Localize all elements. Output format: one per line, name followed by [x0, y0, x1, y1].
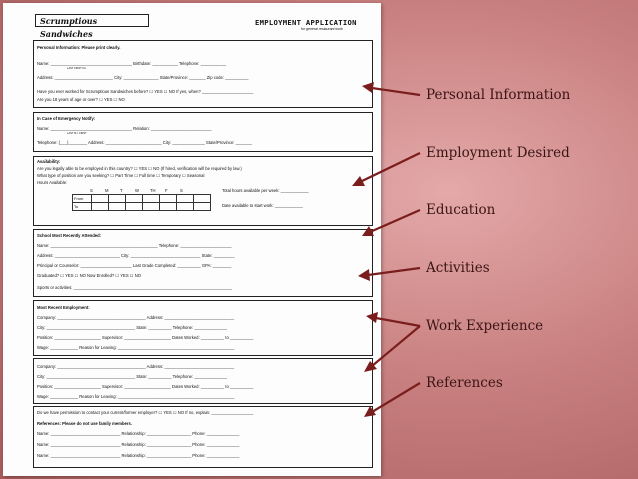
annotation-personal-information: Personal Information — [426, 87, 571, 103]
personal-worked-before-line: Have you ever worked for Scrumptious Sandwiches before? ☐ YES ☐ NO If yes, when? ______________________ — [37, 89, 254, 94]
school-header: School Most Recently Attended: — [37, 233, 102, 238]
reference-row: Name: ______________________________ Relationship: ___________________ Phone: ______________ — [37, 453, 240, 458]
availability-total-hours: Total hours available per week: ____________ — [222, 188, 309, 193]
school-address-line: Address: ____________________________ City: ______________________________ State: _________ — [37, 253, 235, 258]
day-label: TH — [150, 188, 156, 193]
personal-name-line: Name: ___________________________________ Birthdate: ___________ Telephone: ___________ — [37, 61, 227, 66]
arrow-education — [362, 210, 420, 236]
emergency-header: In Case of Emergency Notify: — [37, 116, 96, 121]
availability-start-date: Date available to start work: ____________ — [222, 203, 303, 208]
arrow-personal — [362, 82, 420, 95]
annotation-work-experience: Work Experience — [426, 318, 544, 334]
brand-logo: Scrumptious Sandwiches — [35, 14, 149, 27]
employment1-wage-line: Wage: ____________ Reason for Leaving: __________________________________________________ — [37, 345, 235, 350]
school-principal-line: Principal or Counselor: ______________________ Last Grade Completed: __________ GPA: ________ — [37, 263, 232, 268]
day-label: M — [105, 188, 109, 193]
personal-address-line: Address: _________________________ City: _______________ State/Province: _______ Zip code: __________ — [37, 75, 249, 80]
employment2-wage-line: Wage: ____________ Reason for Leaving: __________________________________________________ — [37, 394, 235, 399]
availability-position-line: What type of position are you seeking? ☐ Part Time ☐ Full time ☐ Temporary ☐ Seasonal — [37, 173, 205, 178]
school-activities-line: Sports or activities: ____________________________________________________________________ — [37, 285, 232, 290]
arrow-references — [364, 383, 420, 417]
form-subtitle: for general restaurant work — [301, 27, 343, 31]
annotation-activities: Activities — [426, 260, 490, 276]
arrow-work-experience-2 — [364, 326, 420, 372]
personal-age-line: Are you 18 years of age or over? ☐ YES ☐ NO — [37, 97, 125, 102]
hours-to-label: To — [73, 203, 92, 211]
references-permission-line: Do we have permission to contact your current/former employer? ☐ YES ☐ NO If no, explain: __________________ — [37, 410, 254, 415]
arrow-work-experience-1 — [366, 312, 420, 326]
hours-from-label: From — [73, 195, 92, 203]
school-name-line: Name: ______________________________________________ Telephone: ______________________ — [37, 243, 232, 248]
availability-header: Availability: — [37, 159, 61, 164]
personal-header: Personal Information: Please print clearly. — [37, 45, 121, 50]
annotation-education: Education — [426, 202, 496, 218]
school-graduated-line: Graduated? ☐ YES ☐ NO Now Enrolled? ☐ YES ☐ NO — [37, 273, 142, 278]
references-header: References: Please do not use family members. — [37, 421, 132, 426]
emergency-telephone-line: Telephone: (___)________ Address: ________________________ City: ______________ State/Province: _______ — [37, 140, 252, 145]
employment1-city-line: City: ______________________________________ State: __________ Telephone: ______________ — [37, 325, 227, 330]
employment2-city-line: City: ______________________________________ State: __________ Telephone: ______________ — [37, 374, 227, 379]
annotation-references: References — [426, 375, 503, 391]
arrow-employment-desired — [352, 153, 420, 186]
reference-row: Name: ______________________________ Relationship: ___________________ Phone: ______________ — [37, 442, 240, 447]
availability-hours-label: Hours Available: — [37, 180, 68, 185]
employment2-company-line: Company: ______________________________________ Address: ______________________________ — [37, 364, 235, 369]
employment-header: Most Recent Employment: — [37, 305, 90, 310]
employment1-company-line: Company: ______________________________________ Address: ______________________________ — [37, 315, 235, 320]
form-title: EMPLOYMENT APPLICATION — [255, 18, 357, 27]
employment2-position-line: Position: ____________________ Supervisor: ____________________ Dates Worked: __________ to __________ — [37, 384, 254, 389]
emergency-name-line: Name: ___________________________________ Relation: __________________________ — [37, 126, 212, 131]
employment1-position-line: Position: ____________________ Supervisor: ____________________ Dates Worked: __________ to __________ — [37, 335, 254, 340]
day-label: S — [90, 188, 93, 193]
personal-name-sublabels: LAST FIRST M.I. — [67, 67, 87, 70]
annotation-employment-desired: Employment Desired — [426, 145, 570, 161]
reference-row: Name: ______________________________ Relationship: ___________________ Phone: ______________ — [37, 431, 240, 436]
day-label: W — [135, 188, 139, 193]
arrow-activities — [358, 268, 420, 281]
day-label: S — [180, 188, 183, 193]
availability-legal-line: Are you legally able to be employed in this country? ☐ YES ☐ NO (If hired, verification will be required by law.) — [37, 166, 242, 171]
day-label: T — [120, 188, 123, 193]
emergency-name-sublabels: LAST M.I. FIRST — [67, 132, 87, 135]
day-label: F — [165, 188, 168, 193]
